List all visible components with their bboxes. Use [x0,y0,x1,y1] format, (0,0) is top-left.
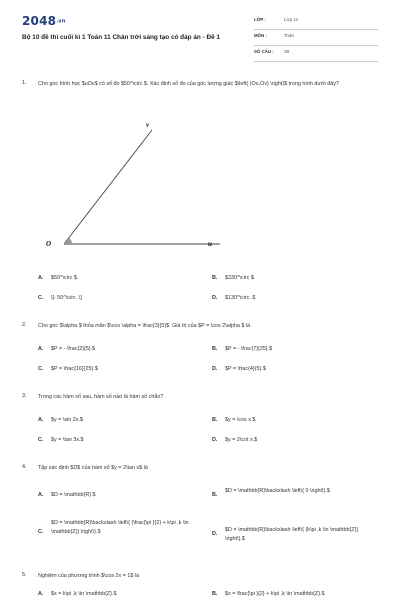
meta-row-class [254,14,378,30]
meta-value-class: Lớp 11 [284,17,299,22]
site-logo[interactable] [22,14,66,28]
question-text: Nghiệm của phương trình $\cos 2x = 1$ là [38,573,140,579]
option-text: \[- 50^\circ .\] [51,295,82,301]
option-text: $D = \mathbb{R}\backslash \left\{ {\frac{\pi }{2} + k\pi ,k \in \mathbb{Z}} \right\}.$ [51,520,189,535]
meta-value-question-count: 39 [284,49,290,54]
option-letter: A. [38,591,44,597]
document-header [0,0,400,66]
question-number: 4. [22,464,27,470]
question-text: Trong các hàm số sau, hàm số nào là hàm số chẵn? [38,394,164,400]
angle-figure-svg [40,118,240,258]
option-text: $130^\circ .$ [225,295,256,301]
option-letter: D. [212,366,218,372]
ray-ov [64,130,152,244]
option-text: $50^\circ $. [51,275,79,281]
question-text: Tập xác định $D$ của hàm số $y = 2\tan x$ là [38,465,148,471]
figure-label-u: u [208,240,212,248]
question-number: 2. [22,322,27,328]
meta-row-question-count [254,46,378,62]
option-text: $D = \mathbb{R}\backslash \left\{ 0 \right\}.$ [225,488,330,494]
question-number: 5. [22,572,27,578]
meta-label-question-count: SỐ CÂU : [254,49,274,54]
option-text: $y = \sin 2x.$ [51,417,83,423]
option-text: $P = \frac{16}{25}.$ [51,366,98,372]
logo-main-text: 2048 [22,14,57,28]
meta-label-class: LỚP : [254,17,266,22]
option-letter: A. [38,346,44,352]
question-list [0,66,400,600]
option-letter: A. [38,417,44,423]
option-letter: A. [38,275,44,281]
option-text: $330^\circ $. [225,275,256,281]
option-letter: A. [38,492,44,498]
document-meta-table [254,14,378,62]
option-text: $y = \cos x.$ [225,417,256,423]
option-text: $x = \frac{\pi }{2} + k\pi ,k \in \mathbb{Z}.$ [225,591,325,597]
option-letter: C. [38,295,44,301]
option-text: $P = \frac{4}{5}.$ [225,366,266,372]
meta-value-subject: Toán [284,33,294,38]
option-text: $P = - \frac{2}{5}.$ [51,346,96,352]
meta-label-subject: MÔN : [254,33,267,38]
meta-row-subject [254,30,378,46]
option-text: $D = \mathbb{R}.$ [51,492,96,498]
option-text: $x = k\pi ,k \in \mathbb{Z}.$ [51,591,117,597]
option-letter: B. [212,275,218,281]
option-letter: C. [38,529,44,535]
option-letter: B. [212,492,218,498]
logo-tld-text: .vn [56,18,66,25]
option-letter: D. [212,531,218,537]
question-number: 3. [22,393,27,399]
question-number: 1. [22,80,27,86]
question-text: Cho góc hình học $uOv$ có số đo $50^\circ $. Xác định số đo của góc lượng giác $\left( (Ou,Ov) \right)$ trong hình dưới đây? [38,81,339,87]
figure-label-v: v [146,121,150,129]
option-letter: B. [212,591,218,597]
option-text: $P = - \frac{7}{25}.$ [225,346,273,352]
angle-figure [40,118,240,258]
option-letter: C. [38,366,44,372]
document-title: Bộ 10 đề thi cuối kì 1 Toán 11 Chân trời sáng tạo có đáp án - Đề 1 [22,34,220,41]
option-letter: C. [38,437,44,443]
option-text: $y = 2\cot x.$ [225,437,258,443]
option-letter: D. [212,295,218,301]
option-letter: D. [212,437,218,443]
option-text: $D = \mathbb{R}\backslash \left\{ {k\pi ,k \in \mathbb{Z}} \right\}.$ [225,527,359,542]
option-letter: B. [212,417,218,423]
option-letter: B. [212,346,218,352]
option-text: $y = \tan 3x.$ [51,437,84,443]
figure-label-o: O [46,240,52,248]
question-text: Cho góc $\alpha $ thỏa mãn $\cos \alpha = \frac{3}{5}$. Giá trị của $P = \cos 2\alpha $ là [38,323,251,329]
